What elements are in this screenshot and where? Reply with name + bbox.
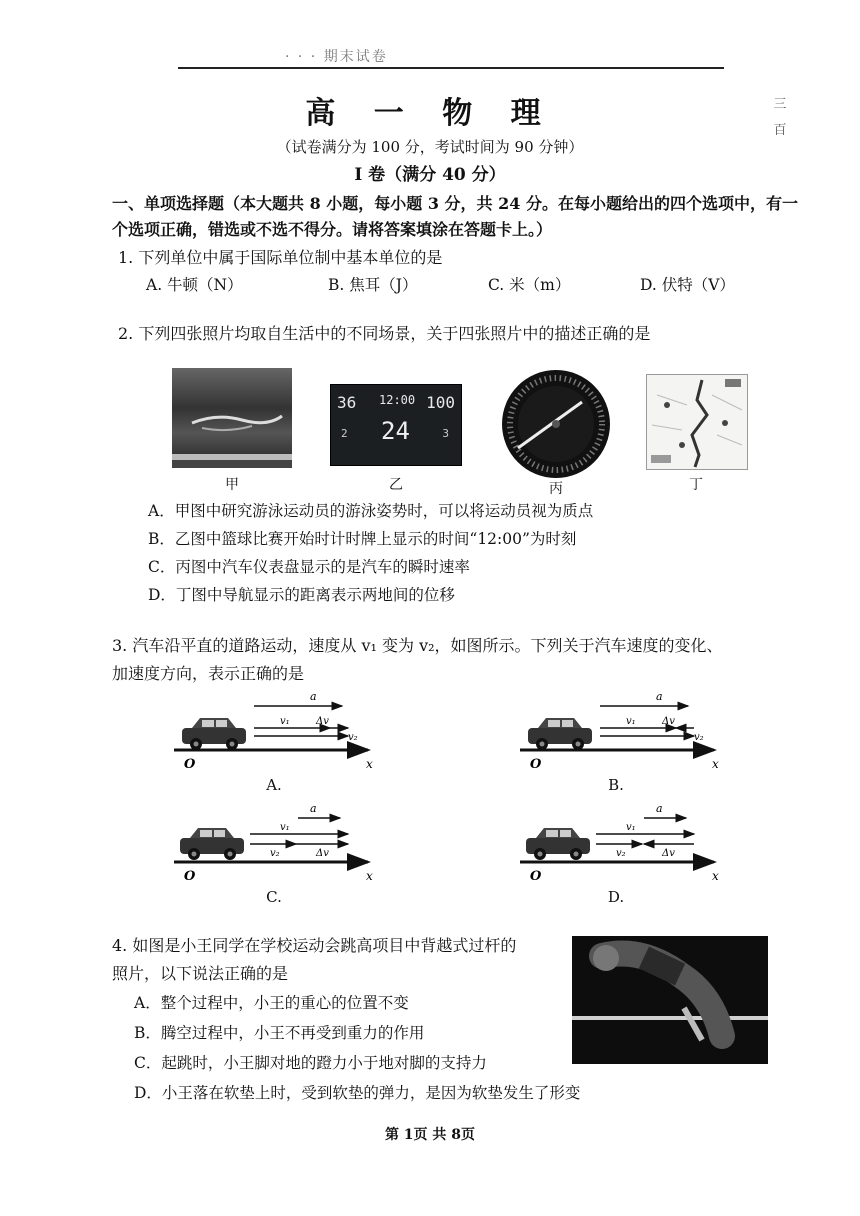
label-v1: v₁ [626,822,636,833]
period-right: 3 [442,427,449,440]
diagram-label-d: D. [607,888,625,906]
label-x: x [712,757,719,771]
label-x: x [366,869,373,883]
label-dv: Δv [316,716,329,727]
label-a: a [310,690,317,703]
label-dv: Δv [662,848,675,859]
q1-option-a: A. 牛顿（N） [146,276,243,294]
q4-option-c: C．起跳时，小王脚对地的蹬力小于地对脚的支持力 [134,1054,487,1072]
score-left: 36 [337,393,357,412]
label-origin: O [184,757,196,772]
label-origin: O [530,757,542,772]
q2-option-a: A．甲图中研究游泳运动员的游泳姿势时，可以将运动员视为质点 [148,502,594,520]
photo-label-jia: 甲 [225,477,239,493]
photo-label-bing: 丙 [549,481,563,497]
q3-stem-line2: 加速度方向，表示正确的是 [112,664,305,683]
q1-option-c: C. 米（m） [488,276,571,294]
q2-option-d: D．丁图中导航显示的距离表示两地间的位移 [148,586,455,604]
side-mark: 三 [773,97,787,112]
q4-stem-line2: 照片，以下说法正确的是 [112,964,289,983]
diagram-d [516,800,726,886]
q1-option-b: B. 焦耳（J） [328,276,418,294]
car-icon [182,718,246,750]
section-heading: 一、单项选择题（本大题共 8 小题，每小题 3 分，共 24 分。在每小题给出的四个选项中，有一个选项正确，错选或不选不得分。请将答案填涂在答题卡上。） [112,194,798,239]
navigation-map-photo [646,374,748,470]
diagram-c [170,800,380,886]
car-icon [526,828,590,860]
label-a: a [310,802,317,815]
q4-option-b: B．腾空过程中，小王不再受到重力的作用 [134,1024,425,1042]
speedometer-image [500,368,612,480]
label-x: x [712,869,719,883]
exam-info: （试卷满分为 100 分，考试时间为 90 分钟） [276,138,584,156]
diagram-b [516,688,726,774]
label-v2: v₂ [694,732,704,743]
label-a: a [656,690,663,703]
q2-option-b: B．乙图中篮球比赛开始时计时牌上显示的时间“12:00”为时刻 [148,530,577,548]
period-left: 2 [341,427,348,440]
q4-stem-line1: 4. 如图是小王同学在学校运动会跳高项目中背越式过杆的 [112,936,517,955]
label-origin: O [184,869,196,884]
label-dv: Δv [316,848,329,859]
q2-stem: 2. 下列四张照片均取自生活中的不同场景，关于四张照片中的描述正确的是 [118,324,651,343]
header-text: · · · 期末试卷 [285,49,388,65]
high-jump-photo [572,936,768,1064]
diagram-label-c: C. [266,888,282,906]
navigation-map-image [647,375,747,469]
q1-stem: 1. 下列单位中属于国际单位制中基本单位的是 [118,248,443,267]
label-v2: v₂ [270,848,280,859]
page-footer: 第 1页 共 8页 [384,1127,476,1143]
clock-time: 12:00 [379,393,416,407]
car-icon [528,718,592,750]
diagram-label-b: B. [608,776,624,794]
scoreboard-photo [330,384,462,466]
speedometer-photo [500,368,612,480]
diagram-a [170,688,380,774]
high-jump-image [572,936,768,1064]
photo-label-yi: 乙 [389,477,403,493]
q4-option-d: D．小王落在软垫上时，受到软垫的弹力，是因为软垫发生了形变 [134,1084,581,1102]
label-v1: v₁ [280,716,290,727]
car-icon [180,828,244,860]
q4-option-a: A．整个过程中，小王的重心的位置不变 [134,994,409,1012]
shot-clock: 24 [381,417,410,445]
score-right: 100 [426,393,455,412]
label-dv: Δv [662,716,675,727]
label-origin: O [530,869,542,884]
label-v1: v₁ [280,822,290,833]
label-a: a [656,802,663,815]
q2-option-c: C．丙图中汽车仪表盘显示的是汽车的瞬时速率 [148,558,470,576]
volume-heading: I 卷（满分 40 分） [354,165,506,185]
label-v2: v₂ [348,732,358,743]
header-rule [178,67,724,69]
q3-stem-line1: 3. 汽车沿平直的道路运动，速度从 v₁ 变为 v₂，如图所示。下列关于汽车速度的变化、 [112,636,723,655]
label-v1: v₁ [626,716,636,727]
swimmer-photo [172,368,292,468]
swimmer-image [172,368,292,468]
diagram-label-a: A. [266,776,282,794]
side-mark: 百 [773,123,787,138]
label-x: x [366,757,373,771]
page-title: 高 一 物 理 [305,96,555,131]
q1-option-d: D. 伏特（V） [640,276,735,294]
photo-label-ding: 丁 [689,477,703,493]
label-v2: v₂ [616,848,626,859]
